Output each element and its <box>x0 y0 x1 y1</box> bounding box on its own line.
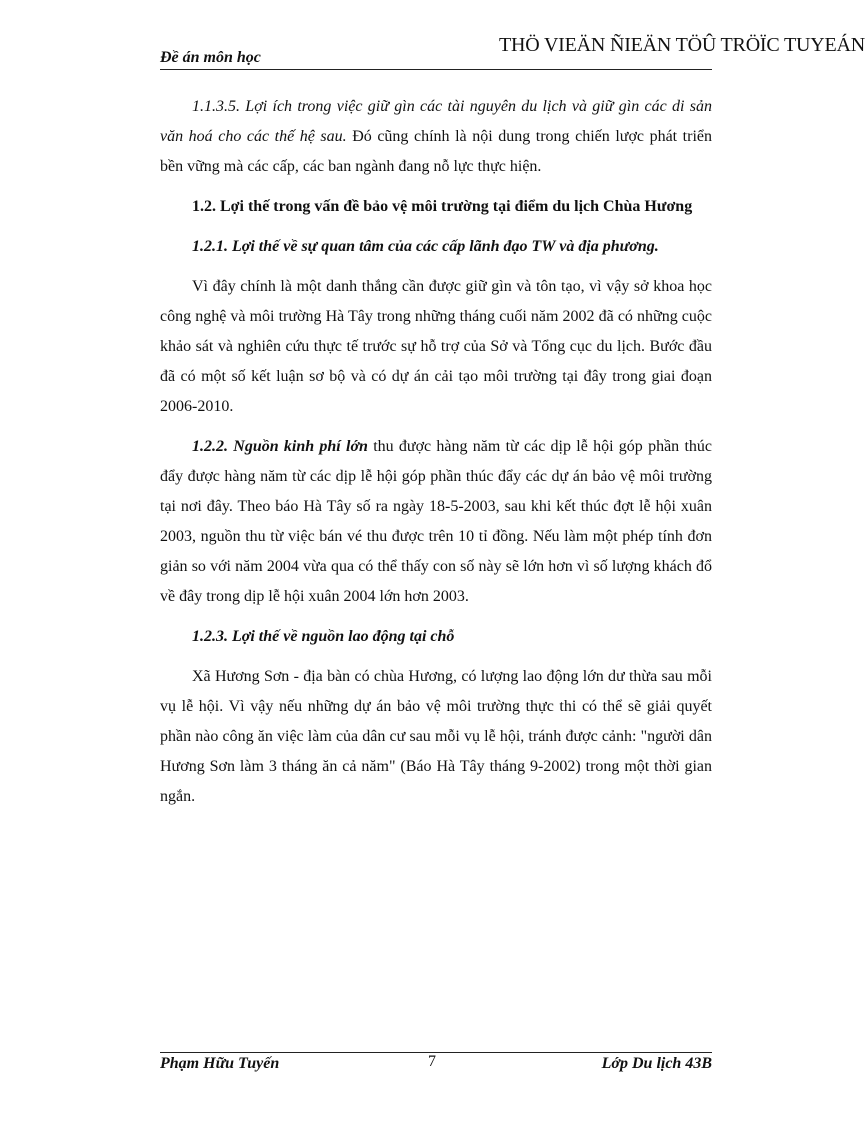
paragraph-1-1-3-5 <box>160 92 712 182</box>
paragraph-1-2-2 <box>160 432 712 612</box>
page-number: 7 <box>428 1053 436 1070</box>
paragraph-1-2-1-body: Vì đây chính là một danh thắng cần được giữ gìn và tôn tạo, vì vậy sở khoa học công nghệ và môi trường Hà Tây trong những tháng cuối năm 2002 đã có những cuộc khảo sát và nghiên cứu thực tế trước sự hỗ trợ của Sở và Tổng cục du lịch. Bước đầu đã có một số kết luận sơ bộ và có dự án cải tạo môi trường tại đây trong giai đoạn 2006-2010. <box>160 278 712 415</box>
page-body <box>160 92 712 822</box>
paragraph-1-rest: Đó cũng chính là nội dung trong chiến lược phát triển bền vững mà các cấp, các ban ngành đang nỗ lực thực hiện. <box>160 128 712 175</box>
paragraph-1-2-3-body: Xã Hương Sơn - địa bàn có chùa Hương, có lượng lao động lớn dư thừa sau mỗi vụ lễ hội. Vì vậy nếu những dự án bảo vệ môi trường thực thi có thể sẽ giải quyết phần nào công ăn việc làm của dân cư sau mỗi vụ lễ hội, tránh được cảnh: "người dân Hương Sơn làm 3 tháng ăn cả năm" (Báo Hà Tây tháng 9-2002) trong một thời gian ngắn. <box>160 668 712 805</box>
footer-class: Lớp Du lịch 43B <box>601 1055 712 1072</box>
library-watermark: THÖ VIEÄN ÑIEÄN TÖÛ TRÖÏC TUYEÁN <box>499 34 865 56</box>
heading-1-2-2: 1.2.2. Nguồn kinh phí lớn <box>192 438 368 455</box>
footer-author: Phạm Hữu Tuyến <box>160 1055 280 1072</box>
header-divider <box>160 69 712 70</box>
heading-1-2-3: 1.2.3. Lợi thế về nguồn lao động tại chỗ <box>192 628 455 645</box>
paragraph-1-2-2-body: thu được hàng năm từ các dịp lễ hội góp phần thúc đẩy được hàng năm từ các dịp lễ hội góp phần thúc đẩy các dự án bảo vệ môi trường tại nơi đây. Theo báo Hà Tây số ra ngày 18-5-2003, sau khi kết thúc đợt lễ hội xuân 2003, nguồn thu từ việc bán vé thu được trên 10 tỉ đồng. Nếu làm một phép tính đơn giản so với năm 2004 vừa qua có thể thấy con số này sẽ lớn hơn vì số lượng khách đổ về đây trong dịp lễ hội xuân 2004 lớn hơn 2003. <box>160 438 712 605</box>
section-1-1-3-5-text: 1.1.3.5. Lợi ích trong việc giữ gìn các tài nguyên du lịch và giữ gìn các di sản văn hoá cho các thế hệ sau. <box>160 98 712 145</box>
heading-1-2: 1.2. Lợi thế trong vấn đề bảo vệ môi trường tại điểm du lịch Chùa Hương <box>192 198 693 215</box>
footer-divider <box>160 1052 712 1053</box>
document-title-header: Đề án môn học <box>160 49 261 66</box>
heading-1-2-1: 1.2.1. Lợi thế về sự quan tâm của các cấp lãnh đạo TW và địa phương. <box>192 238 659 255</box>
